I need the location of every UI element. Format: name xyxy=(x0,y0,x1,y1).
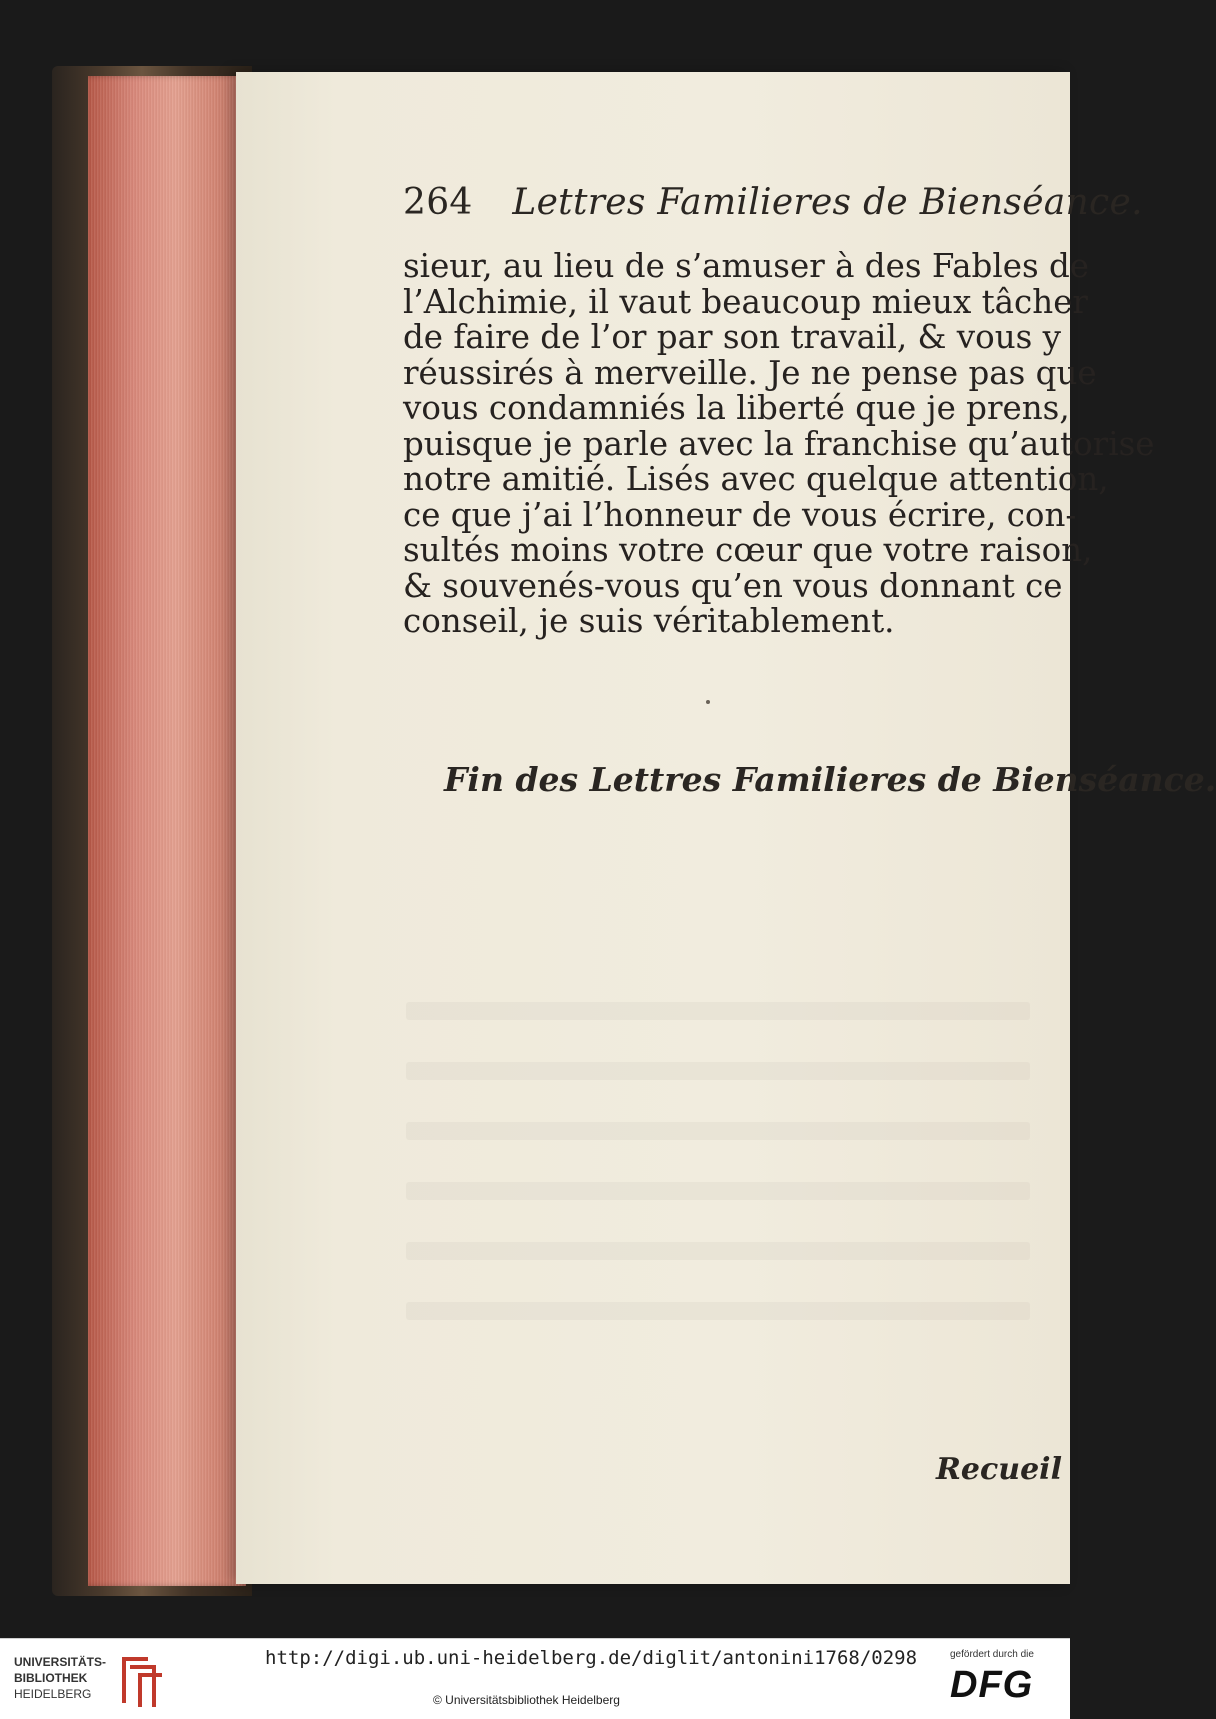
text-line: ce que j’ai l’honneur de vous écrire, con- xyxy=(403,495,1077,534)
show-through-line xyxy=(406,1002,1030,1020)
permalink-url[interactable]: http://digi.ub.uni-heidelberg.de/diglit/antonini1768/0298 xyxy=(265,1647,918,1669)
text-line: de faire de l’or par son travail, & vous y xyxy=(403,318,1061,356)
text-line: puisque je parle avec la franchise qu’autorise xyxy=(403,424,1155,463)
page-edges-red xyxy=(88,76,246,1586)
text-line: vous condamniés la liberté que je prens, xyxy=(403,389,1070,427)
viewer-footer xyxy=(0,1638,1070,1719)
show-through-line xyxy=(406,1302,1030,1320)
library-logo[interactable] xyxy=(14,1651,174,1707)
library-name-line: HEIDELBERG xyxy=(14,1687,92,1701)
body-text xyxy=(403,247,1155,640)
show-through-line xyxy=(406,1122,1030,1140)
text-line: conseil, je suis véritablement. xyxy=(403,602,895,640)
page-header xyxy=(403,182,1143,223)
book-page xyxy=(236,72,1216,1584)
text-line: notre amitié. Lisés avec quelque attention, xyxy=(403,460,1109,498)
page-number: 264 xyxy=(403,182,473,223)
text-line: sieur, au lieu de s’amuser à des Fables de xyxy=(403,247,1090,285)
show-through-line xyxy=(406,1242,1030,1260)
end-title: Fin des Lettres Familieres de Bienséance. xyxy=(444,760,1216,799)
text-line: réussirés à merveille. Je ne pense pas que xyxy=(403,353,1097,392)
running-title: Lettres Familieres de Bienséance. xyxy=(512,182,1143,223)
catchword: Recueil xyxy=(936,1452,1062,1487)
show-through-line xyxy=(406,1062,1030,1080)
text-line: sultés moins votre cœur que votre raison, xyxy=(403,531,1093,569)
text-line: l’Alchimie, il vaut beaucoup mieux tâcher xyxy=(403,282,1088,321)
funded-by-label: gefördert durch die xyxy=(950,1649,1034,1660)
text-line: & souvenés-vous qu’en vous donnant ce xyxy=(403,566,1063,605)
library-mark-icon xyxy=(120,1651,164,1707)
library-name-line: UNIVERSITÄTS- xyxy=(14,1655,107,1669)
copyright-notice: © Universitätsbibliothek Heidelberg xyxy=(433,1693,620,1707)
library-name-line: BIBLIOTHEK xyxy=(14,1671,88,1685)
dfg-logo[interactable]: DFG xyxy=(950,1664,1034,1706)
show-through-line xyxy=(406,1182,1030,1200)
printer-dot xyxy=(706,700,710,704)
